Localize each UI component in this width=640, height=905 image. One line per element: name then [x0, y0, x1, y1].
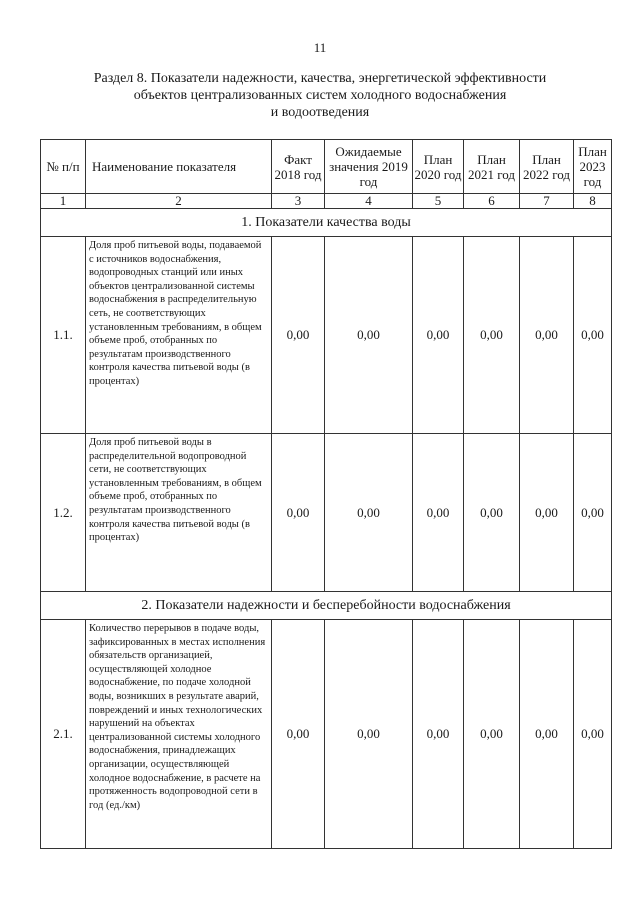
header-plan-2022: План 2022 год — [520, 140, 574, 194]
header-fact-2018: Факт 2018 год — [272, 140, 325, 194]
value-plan-2023: 0,00 — [574, 620, 612, 849]
table-row — [41, 434, 612, 592]
page-number: 11 — [313, 40, 327, 55]
column-numbers-row — [41, 194, 612, 209]
value-plan-2021: 0,00 — [464, 237, 520, 434]
value-expected-2019: 0,00 — [325, 237, 413, 434]
section-title-line-2: объектов централизованных систем холодного водоснабжения — [133, 88, 507, 103]
indicators-table — [40, 139, 612, 849]
value-plan-2021: 0,00 — [464, 620, 520, 849]
indicator-name: Доля проб питьевой воды в распределительной водопроводной сети, не соответствующих установленным требованиям, в общем объеме проб, отобранных по результатам производственного контроля качества питьевой воды (в процентах) — [86, 434, 272, 592]
column-number: 8 — [574, 194, 612, 209]
header-plan-2021: План 2021 год — [464, 140, 520, 194]
header-num: № п/п — [41, 140, 86, 194]
header-name: Наименование показателя — [86, 140, 272, 194]
section-title — [40, 70, 600, 121]
value-plan-2022: 0,00 — [520, 434, 574, 592]
value-plan-2022: 0,00 — [520, 237, 574, 434]
table-row — [41, 237, 612, 434]
section-2-heading: 2. Показатели надежности и бесперебойности водоснабжения — [41, 592, 612, 620]
value-plan-2020: 0,00 — [413, 620, 464, 849]
value-fact-2018: 0,00 — [272, 237, 325, 434]
value-plan-2022: 0,00 — [520, 620, 574, 849]
column-number: 1 — [41, 194, 86, 209]
value-expected-2019: 0,00 — [325, 434, 413, 592]
column-number: 5 — [413, 194, 464, 209]
header-expected-2019: Ожидаемые значения 2019 год — [325, 140, 413, 194]
value-plan-2021: 0,00 — [464, 434, 520, 592]
section-title-line-1: Раздел 8. Показатели надежности, качества, энергетической эффективности — [93, 71, 547, 86]
row-number: 1.2. — [41, 434, 86, 592]
value-plan-2023: 0,00 — [574, 237, 612, 434]
column-number: 6 — [464, 194, 520, 209]
value-fact-2018: 0,00 — [272, 434, 325, 592]
section-1-heading: 1. Показатели качества воды — [41, 209, 612, 237]
value-fact-2018: 0,00 — [272, 620, 325, 849]
value-plan-2020: 0,00 — [413, 434, 464, 592]
table-row — [41, 620, 612, 849]
value-expected-2019: 0,00 — [325, 620, 413, 849]
header-plan-2020: План 2020 год — [413, 140, 464, 194]
table-header-row — [41, 140, 612, 194]
column-number: 2 — [86, 194, 272, 209]
header-plan-2023: План 2023 год — [574, 140, 612, 194]
indicator-name: Доля проб питьевой воды, подаваемой с источников водоснабжения, водопроводных станций или иных объектов централизованной системы водоснабжения в распределительную сеть, не соответствующих установленным требованиям, в общем объеме проб, отобранных по результатам производственного контроля качества питьевой воды (в процентах) — [86, 237, 272, 434]
section-header-row — [41, 209, 612, 237]
value-plan-2020: 0,00 — [413, 237, 464, 434]
row-number: 1.1. — [41, 237, 86, 434]
column-number: 4 — [325, 194, 413, 209]
section-header-row — [41, 592, 612, 620]
indicator-name: Количество перерывов в подаче воды, зафиксированных в местах исполнения обязательств организацией, осуществляющей холодное водоснабжение, по подаче холодной воды, возникших в результате аварий, повреждений и иных технологических нарушений на объектах централизованной системы холодного водоснабжения, принадлежащих организации, осуществляющей холодное водоснабжение, в расчете на протяженность водопроводной сети в год (ед./км) — [86, 620, 272, 849]
column-number: 7 — [520, 194, 574, 209]
column-number: 3 — [272, 194, 325, 209]
section-title-line-3: и водоотведения — [270, 105, 370, 120]
row-number: 2.1. — [41, 620, 86, 849]
value-plan-2023: 0,00 — [574, 434, 612, 592]
